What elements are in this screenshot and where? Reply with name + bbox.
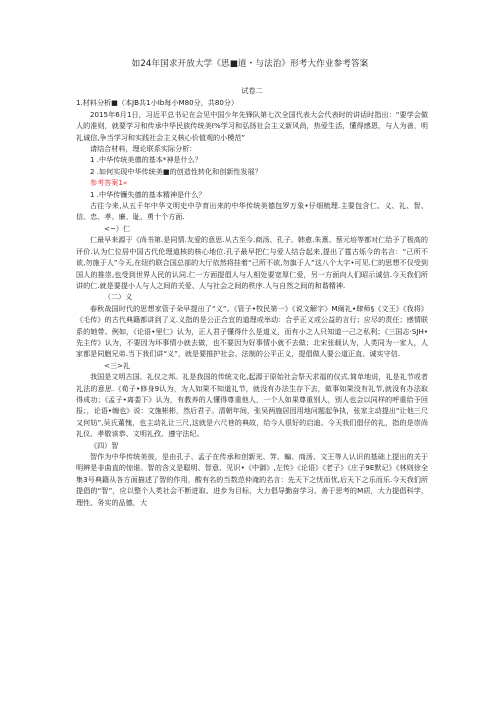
question-2: 2 .如何实现中华传统美■的创造性转化和创新性发展？ <box>90 166 262 176</box>
question-1: 1 .中华传统美德的基本*神是什么？ <box>90 155 202 165</box>
section-body-zhi: 智作为中华传统美彼，是由孔子、孟子在传承和创新光、笄、蝙、商汤、文王等人认识的基础上提出的关于明辨是非曲直的惊谁。智的含义是聪明、智意、见识•《中御》,左传》《论语》《老子》《庄子9E默记》《林则徐全集3号典籍从各方面描述了智的作用，酸有名的当数范仲淹的名言：先天下之忧而忧,后天下之乐而乐.今天我们所提倡的“智”，应以整个人类社会不断进取、进步为目标，大力倡导勤奋学习、善于思考的M质，大力提倡科学、理性、务实的品德，大 <box>76 452 428 507</box>
section-heading-ren: <~）仁 <box>104 223 131 233</box>
section-body-li: 我国是文明古国、礼仪之邦。礼是我国的传统文化,起源于原始社会祭天求福的仪式.简单地说，礼是礼节或者礼法的意思.《荀子•修身9认为，为人如果不知道礼节，就没有办法生存下去，做事如果没有礼节,就没有办法取得成功；《孟子•离娄下》认为，有教养的人懂得尊重他人，一个人如果尊重别人，别人也会以同样的呼重给予回报；，论语•缠也》说：文施彬彬，然后君子。清朝年间，张吴两施居因用地问题起争执，张家主动提出“让他三尺又何妨”,吴氏董愧，也主动礼让三尺,这就是六尺巷的典故，给今人很好的启迪。今天我们倡仔的礼，指的是崇尚礼仪、孝敬该恭、文明礼孜、遵守法纪。 <box>76 372 428 439</box>
analysis-prompt: 请结合材料，理论联系实际分析： <box>90 144 197 154</box>
document-body <box>76 85 428 508</box>
section-heading-li: <三>礼 <box>104 360 131 370</box>
answer-summary: 古往今来,从五千年中华文明史中孕育出来的中华传统美德包罗万象•仔细梳理.主要包含仁、义、礼、智、信、忠、孝、廉、耻、勇十个方面. <box>76 201 428 222</box>
section-body-yi: 春秋战国时代的思想家管子朵早提出了“义”。《管子•牧民第一》《说文解字》M阐礼•肆师§《文王》《我将》《毛传》的古代典籍都讲到了义.义指的是公正合宜的道理或举动：合乎正义或公益的言行；应尽的责任；感情联系的她带。例如，《论语•里仁》认为，正人君子懂得什么是道义，而有小之人只知道一己之私利；《三国志·SJH•先主传》认为，不要因为坏事情小就去做，也不要因为好事情小就不去做；北宋张载认为，人类同为一家人，人家都是同胞兄弟.当下我们讲“义”，就是要推护社会、法制的公平正义，提倡做人要公道正直、诚实守信. <box>76 303 428 359</box>
question-header: 1.材料分析■（本JB共1小Ib每小M80分，共80分） <box>76 98 239 108</box>
answer-1-heading: 1 .中华传镰失德的基本精神是什么？ <box>90 189 206 199</box>
answer-label: 参考答案1» <box>90 178 128 188</box>
material-paragraph: 2015年6月1日，习近平总书记在会见中国少年先锋队第七次全国代表大会代表时的讲话时指出：“要学会做人的准则，就要学习和传承中华民族传统美Ⅰ%学习和弘扬社会主义新风尚，热爱生活，懂得感恩，与人为善，明礼诚信,争当学习和实践社会主义核心价值观的小模范” <box>76 109 428 142</box>
section-heading-yi: （二）义 <box>104 292 133 302</box>
paper-label: 试卷二 <box>241 86 263 95</box>
section-heading-zhi: 《四）智 <box>90 440 119 450</box>
section-body-ren: 仁最早来源于《尚书第.是同情.友爱的意思.从古至今.商汤、孔子、韩愈.朱熹、蔡元培等都对仁给予了极高的评价.认为仁位居中国古代伦理道核的核心地位.孔子最早把仁与爱人结合起来,提出了霆古烁今的名言：“己所不欲,勿施于人”今天,在纽约联合国总部的大厅依然将挂着“己所不欲,勿旗于人”这八个大字•可见.仁的思想不仅受到国人的推崇,也受到世界人民的认同.仁一方面提倡人与人相处要宽厚仁爱，另一方面向人们昭示诚信.今天我们所讲的仁.就是要提小人与人之间的关爱、人与社会之间的秩序.人与自然之间的和谐精神. <box>76 235 428 290</box>
document-title: 如24年国求开放大学《思■道・与法治》形考大作业参考答案 <box>131 59 369 69</box>
